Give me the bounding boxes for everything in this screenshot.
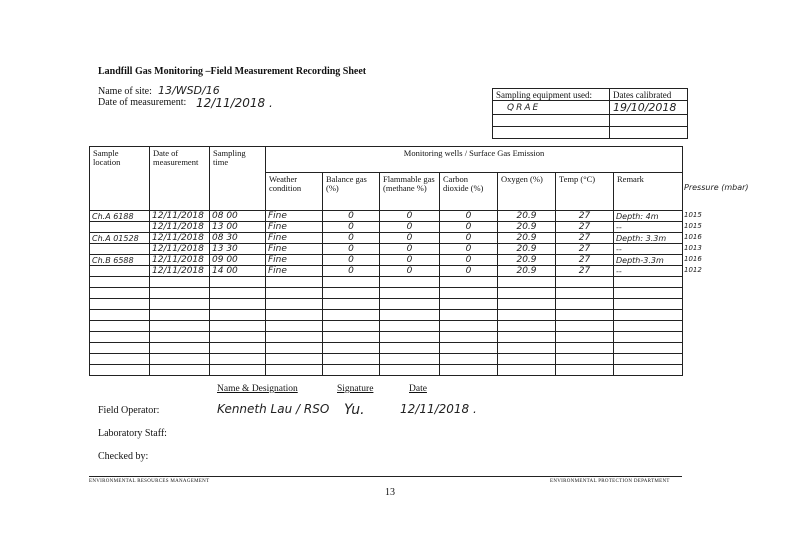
cell-flammable: 0 [380, 233, 440, 244]
page-number: 13 [385, 487, 395, 498]
cell-carbon: 0 [440, 233, 498, 244]
table-row-empty [90, 354, 683, 365]
cell-time: 08 00 [210, 211, 266, 222]
empty-cell [266, 354, 323, 365]
empty-cell [266, 310, 323, 321]
pressure-value: 1015 [684, 211, 702, 219]
empty-cell [90, 321, 150, 332]
date-header: Date [409, 384, 427, 394]
empty-cell [323, 277, 380, 288]
empty-cell [90, 288, 150, 299]
cell-balance: 0 [323, 211, 380, 222]
header-date: Date of measurement [150, 147, 210, 211]
empty-cell [498, 299, 556, 310]
cell-remark: Depth-3.3m [614, 255, 683, 266]
cell-balance: 0 [323, 233, 380, 244]
table-row-empty [90, 299, 683, 310]
cell-oxygen: 20.9 [498, 255, 556, 266]
site-value: 13/WSD/16 [158, 84, 220, 97]
empty-cell [323, 321, 380, 332]
cell-oxygen: 20.9 [498, 244, 556, 255]
cell-oxygen: 20.9 [498, 222, 556, 233]
empty-cell [323, 365, 380, 376]
empty-cell [556, 277, 614, 288]
measurement-rows [90, 211, 683, 376]
empty-cell [150, 365, 210, 376]
cell-time: 08 30 [210, 233, 266, 244]
cell-location: Ch.A 01528 [90, 233, 150, 244]
footer-left: ENVIRONMENTAL RESOURCES MANAGEMENT [89, 479, 210, 484]
sheet-title: Landfill Gas Monitoring –Field Measurement Recording Sheet [98, 66, 367, 77]
cell-weather: Fine [266, 255, 323, 266]
empty-cell [380, 288, 440, 299]
empty-cell [498, 277, 556, 288]
field-operator-signature: Yu. [344, 402, 365, 418]
table-row-empty [90, 365, 683, 376]
empty-cell [614, 321, 683, 332]
cell-date: 12/11/2018 [150, 211, 210, 222]
empty-cell [380, 343, 440, 354]
cell-weather: Fine [266, 211, 323, 222]
empty-cell [556, 365, 614, 376]
cell-weather: Fine [266, 233, 323, 244]
cell-date: 12/11/2018 [150, 244, 210, 255]
field-operator-label: Field Operator: [98, 405, 160, 416]
cell-balance: 0 [323, 222, 380, 233]
empty-cell [556, 354, 614, 365]
cell-temp: 27 [556, 222, 614, 233]
cell-date: 12/11/2018 [150, 266, 210, 277]
empty-cell [440, 343, 498, 354]
empty-cell [210, 299, 266, 310]
empty-cell [150, 332, 210, 343]
cell-location [90, 266, 150, 277]
empty-cell [614, 343, 683, 354]
empty-cell [323, 354, 380, 365]
empty-cell [614, 354, 683, 365]
empty-cell [556, 310, 614, 321]
cell-balance: 0 [323, 255, 380, 266]
empty-cell [323, 288, 380, 299]
empty-cell [380, 310, 440, 321]
empty-cell [440, 321, 498, 332]
empty-cell [210, 277, 266, 288]
footer-right: ENVIRONMENTAL PROTECTION DEPARTMENT [550, 479, 670, 484]
empty-cell [498, 365, 556, 376]
cell-flammable: 0 [380, 266, 440, 277]
cell-remark: -- [614, 222, 683, 233]
empty-cell [498, 343, 556, 354]
pressure-value: 1016 [684, 233, 702, 241]
table-row [90, 211, 683, 222]
header-location: Sample location [90, 147, 150, 211]
empty-cell [90, 332, 150, 343]
empty-cell [614, 332, 683, 343]
date-label: Date of measurement: [98, 97, 187, 108]
empty-cell [556, 343, 614, 354]
empty-cell [266, 332, 323, 343]
empty-cell [380, 277, 440, 288]
empty-cell [90, 299, 150, 310]
empty-cell [498, 321, 556, 332]
cell-remark: -- [614, 244, 683, 255]
cell-date: 12/11/2018 [150, 222, 210, 233]
empty-cell [323, 343, 380, 354]
header-monitoring-group: Monitoring wells / Surface Gas Emission [266, 147, 683, 173]
cell-flammable: 0 [380, 211, 440, 222]
empty-cell [90, 365, 150, 376]
cell-location [90, 222, 150, 233]
cell-flammable: 0 [380, 244, 440, 255]
empty-cell [210, 310, 266, 321]
table-row-empty [90, 288, 683, 299]
cell-remark: Depth: 3.3m [614, 233, 683, 244]
empty-cell [556, 332, 614, 343]
empty-cell [556, 321, 614, 332]
empty-cell [380, 365, 440, 376]
empty-cell [210, 354, 266, 365]
empty-cell [150, 288, 210, 299]
header-weather: Weather condition [266, 173, 323, 211]
empty-cell [614, 365, 683, 376]
empty-cell [440, 288, 498, 299]
pressure-column [684, 211, 702, 277]
table-row-empty [90, 332, 683, 343]
empty-cell [440, 354, 498, 365]
empty-cell [440, 332, 498, 343]
empty-cell [440, 299, 498, 310]
cell-date: 12/11/2018 [150, 233, 210, 244]
cell-balance: 0 [323, 266, 380, 277]
table-row-empty [90, 277, 683, 288]
empty-cell [498, 332, 556, 343]
empty-cell [380, 321, 440, 332]
cell-carbon: 0 [440, 244, 498, 255]
equipment-table [492, 88, 688, 139]
cell-remark: -- [614, 266, 683, 277]
empty-cell [150, 277, 210, 288]
cell-location: Ch.A 6188 [90, 211, 150, 222]
name-designation-header: Name & Designation [217, 384, 298, 394]
empty-cell [556, 299, 614, 310]
header-time: Sampling time [210, 147, 266, 211]
empty-cell [266, 288, 323, 299]
table-row [90, 233, 683, 244]
signature-header: Signature [337, 384, 374, 394]
empty-cell [614, 310, 683, 321]
empty-cell [266, 343, 323, 354]
empty-cell [440, 365, 498, 376]
cell-flammable: 0 [380, 255, 440, 266]
cell-carbon: 0 [440, 255, 498, 266]
empty-cell [614, 277, 683, 288]
pressure-value: 1015 [684, 222, 702, 230]
checked-by-label: Checked by: [98, 451, 149, 462]
empty-cell [380, 354, 440, 365]
header-temp: Temp (°C) [556, 173, 614, 211]
cell-weather: Fine [266, 222, 323, 233]
empty-cell [380, 299, 440, 310]
cell-carbon: 0 [440, 222, 498, 233]
pressure-value: 1012 [684, 266, 702, 274]
laboratory-staff-label: Laboratory Staff: [98, 428, 167, 439]
site-label: Name of site: [98, 86, 152, 97]
pressure-value: 1013 [684, 244, 702, 252]
calibration-cell [610, 127, 688, 139]
cell-remark: Depth: 4m [614, 211, 683, 222]
table-row-empty [90, 343, 683, 354]
empty-cell [498, 354, 556, 365]
header-remark: Remark [614, 173, 683, 211]
header-flammable-gas: Flammable gas (methane %) [380, 173, 440, 211]
empty-cell [266, 365, 323, 376]
cell-time: 14 00 [210, 266, 266, 277]
cell-oxygen: 20.9 [498, 211, 556, 222]
empty-cell [266, 321, 323, 332]
cell-location [90, 244, 150, 255]
measurement-table [89, 146, 683, 376]
empty-cell [90, 354, 150, 365]
equipment-name: QRAE [493, 101, 610, 115]
empty-cell [90, 310, 150, 321]
table-row [90, 255, 683, 266]
empty-cell [323, 299, 380, 310]
empty-cell [90, 343, 150, 354]
calibration-cell [610, 115, 688, 127]
empty-cell [614, 299, 683, 310]
empty-cell [90, 277, 150, 288]
header-carbon-dioxide: Carbon dioxide (%) [440, 173, 498, 211]
footer-divider [89, 476, 682, 477]
pressure-value: 1016 [684, 255, 702, 263]
cell-temp: 27 [556, 244, 614, 255]
calibrated-header: Dates calibrated [610, 89, 688, 101]
cell-temp: 27 [556, 233, 614, 244]
equipment-cell [493, 127, 610, 139]
empty-cell [150, 343, 210, 354]
empty-cell [150, 310, 210, 321]
empty-cell [380, 332, 440, 343]
table-row [90, 266, 683, 277]
empty-cell [266, 299, 323, 310]
cell-carbon: 0 [440, 211, 498, 222]
empty-cell [210, 288, 266, 299]
empty-cell [440, 310, 498, 321]
calibration-date: 19/10/2018 [610, 101, 688, 115]
cell-time: 13 00 [210, 222, 266, 233]
cell-carbon: 0 [440, 266, 498, 277]
empty-cell [323, 310, 380, 321]
cell-oxygen: 20.9 [498, 266, 556, 277]
cell-flammable: 0 [380, 222, 440, 233]
table-row-empty [90, 321, 683, 332]
empty-cell [150, 354, 210, 365]
empty-cell [440, 277, 498, 288]
empty-cell [266, 277, 323, 288]
cell-date: 12/11/2018 [150, 255, 210, 266]
cell-weather: Fine [266, 244, 323, 255]
pressure-header: Pressure (mbar) [684, 183, 749, 192]
cell-temp: 27 [556, 266, 614, 277]
table-row [90, 244, 683, 255]
equipment-header: Sampling equipment used: [493, 89, 610, 101]
table-row-empty [90, 310, 683, 321]
cell-time: 09 00 [210, 255, 266, 266]
cell-balance: 0 [323, 244, 380, 255]
empty-cell [498, 310, 556, 321]
cell-temp: 27 [556, 255, 614, 266]
empty-cell [150, 299, 210, 310]
empty-cell [210, 365, 266, 376]
empty-cell [210, 321, 266, 332]
empty-cell [210, 343, 266, 354]
table-row [90, 222, 683, 233]
empty-cell [614, 288, 683, 299]
empty-cell [210, 332, 266, 343]
cell-weather: Fine [266, 266, 323, 277]
empty-cell [498, 288, 556, 299]
header-oxygen: Oxygen (%) [498, 173, 556, 211]
cell-temp: 27 [556, 211, 614, 222]
header-balance-gas: Balance gas (%) [323, 173, 380, 211]
empty-cell [556, 288, 614, 299]
equipment-cell [493, 115, 610, 127]
empty-cell [323, 332, 380, 343]
cell-time: 13 30 [210, 244, 266, 255]
field-operator-date: 12/11/2018 . [400, 402, 477, 416]
cell-location: Ch.B 6588 [90, 255, 150, 266]
field-operator-name: Kenneth Lau / RSO [217, 402, 330, 416]
cell-oxygen: 20.9 [498, 233, 556, 244]
empty-cell [150, 321, 210, 332]
date-value: 12/11/2018 . [196, 96, 273, 110]
